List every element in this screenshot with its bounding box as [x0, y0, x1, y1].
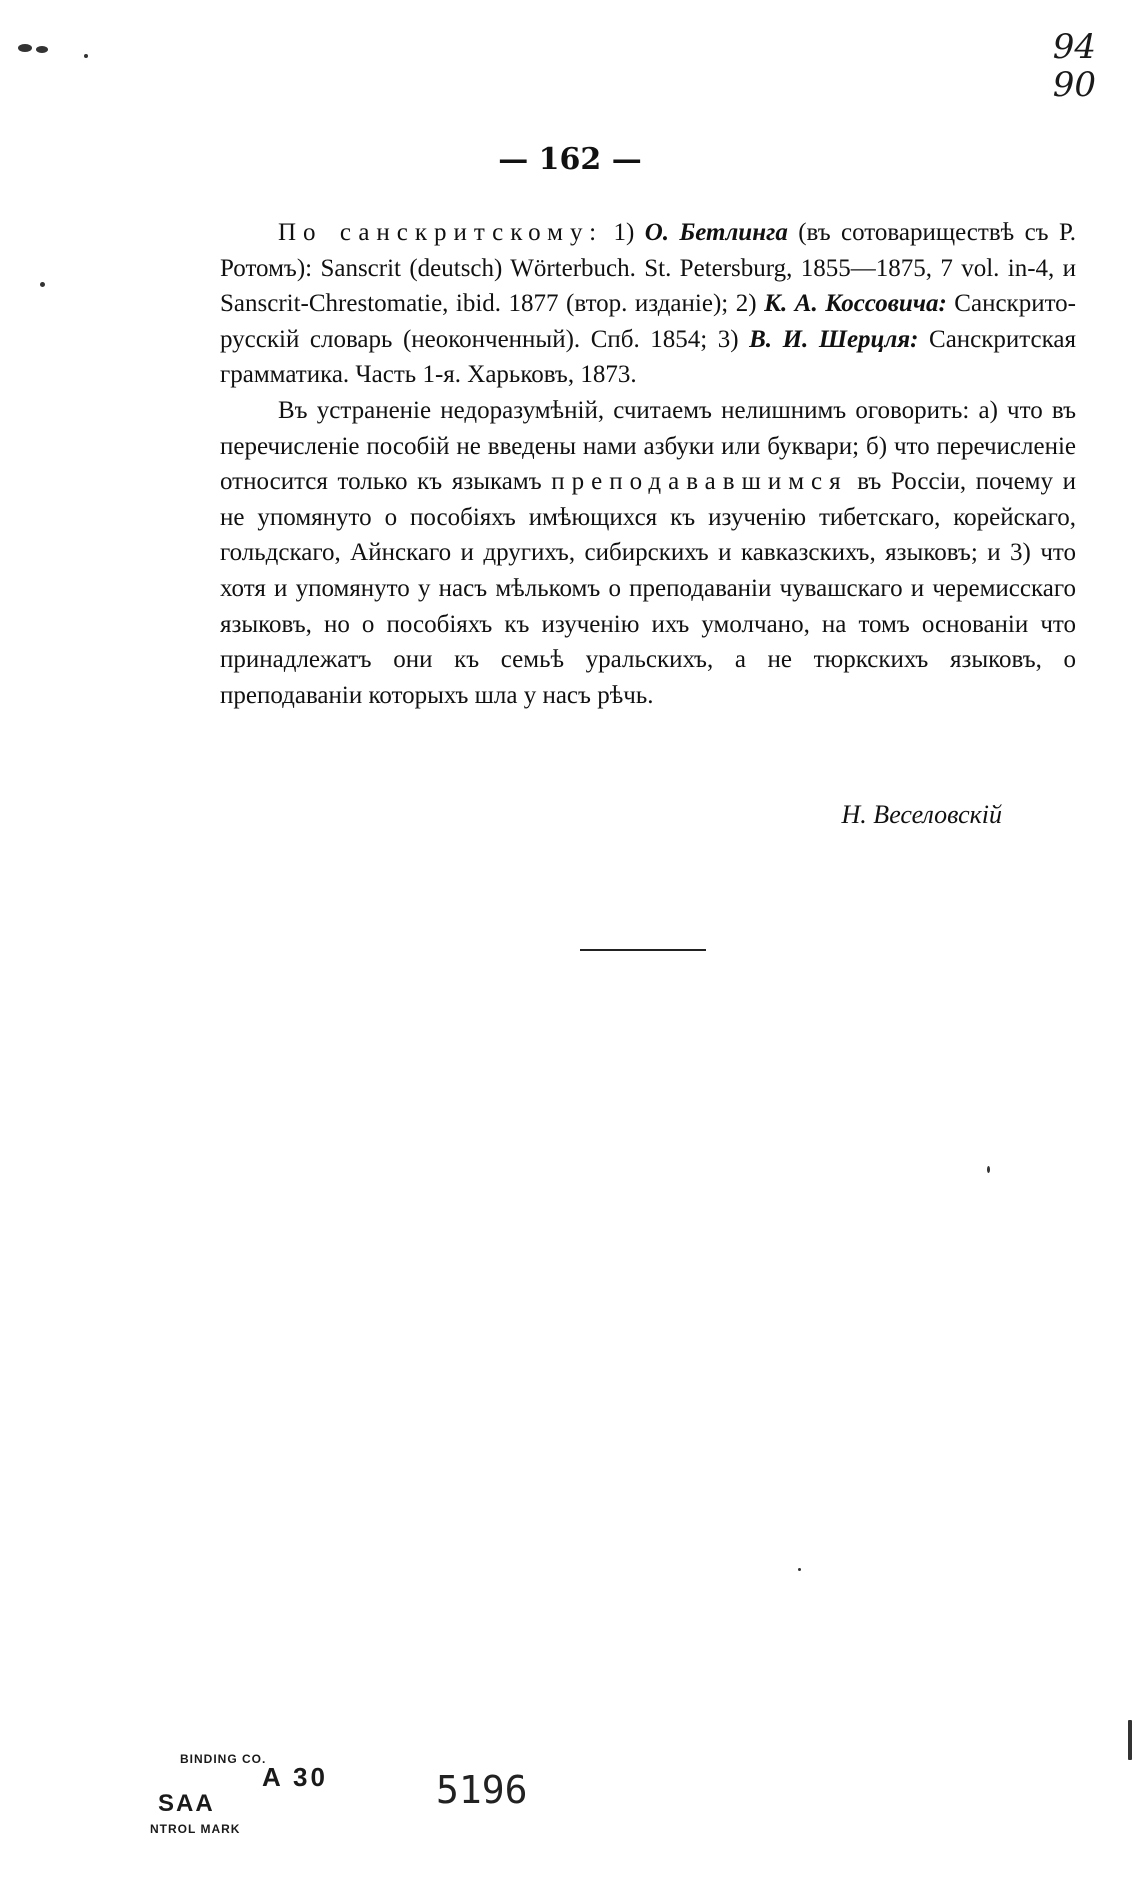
author-name: О. Бетлинга — [644, 219, 788, 246]
paragraph-text: Въ устраненіе недоразумѣній, считаемъ нелишнимъ оговорить: а) что въ перечисленіе пособій не введены нами азбуки или буквари; б) что перечисленіе относится только къ языкамъ — [220, 396, 1076, 496]
scan-speck — [36, 46, 48, 53]
page-number: — 162 — — [498, 142, 642, 177]
paragraph-sanskrit-sources — [220, 215, 1076, 393]
scan-speck — [798, 1568, 801, 1571]
scan-speck — [84, 54, 88, 58]
stamp-saa: SAA — [158, 1790, 215, 1817]
scan-speck — [18, 44, 32, 52]
paragraph-text: 1) — [603, 219, 645, 246]
margin-note-line2: 90 — [1052, 65, 1096, 105]
stamp-control-mark: NTROL MARK — [150, 1822, 241, 1836]
author-name: В. И. Шерцля: — [749, 325, 919, 353]
margin-note-line1: 94 — [1052, 27, 1096, 67]
body-text — [220, 215, 1076, 713]
section-divider — [580, 949, 706, 951]
paragraph-text: Санскритская грамматика. Часть 1-я. Харьковъ, 1873. — [220, 325, 1076, 389]
author-signature: Н. Веселовскій — [841, 800, 1002, 829]
scan-speck — [1128, 1720, 1132, 1760]
stamp-binding-label: BINDING CO. — [180, 1752, 267, 1766]
spaced-word: преподававшимся — [551, 468, 848, 496]
author-name: К. А. Коссовича: — [764, 290, 947, 318]
paragraph-text: въ Россіи, почему и не упомянуто о пособіяхъ имѣющихся къ изученію тибетскаго, корейскаго, гольдскаго, Айнскаго и другихъ, сибирскихъ и кавказскихъ, языковъ; и 3) что хотя и упомянуто у насъ мѣлькомъ о преподаваніи чувашскаго и черемисскаго языковъ, но о пособіяхъ къ изученію ихъ умолчано, на томъ основаніи что принадлежатъ они къ семьѣ уральскихъ, а не тюркскихъ языковъ, о преподаваніи которыхъ шла у насъ рѣчь. — [220, 468, 1076, 709]
paragraph-text: (въ сотовариществѣ съ Р. Ротомъ): Sanscrit (deutsch) Wörterbuch. St. Petersburg, 1855—1875, 7 vol. in-4, и Sanscrit-Chrestomatie, ibid. 1877 (втор. изданіе); 2) — [220, 219, 1077, 318]
stamp-code: A 30 — [262, 1762, 328, 1792]
paragraph-clarification — [220, 393, 1076, 713]
stamp-catalog-number: 5196 — [436, 1768, 528, 1812]
scan-speck — [987, 1166, 990, 1173]
paragraph-text: Санскрито-русскій словарь (неоконченный). Спб. 1854; 3) — [220, 290, 1076, 353]
paragraph-lead: По санскритскому: — [278, 219, 604, 246]
handwritten-margin-note — [1053, 28, 1096, 104]
scan-speck — [40, 282, 45, 287]
